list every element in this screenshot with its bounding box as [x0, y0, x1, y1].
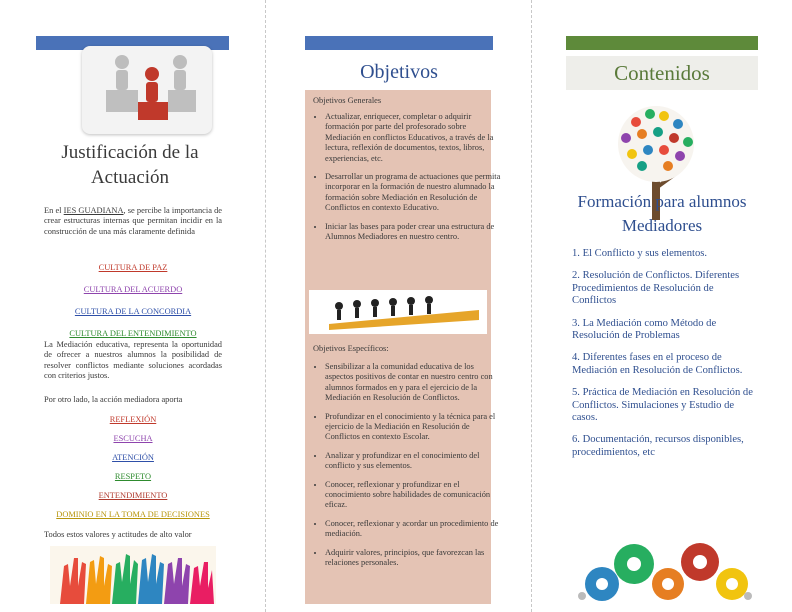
intro-text-start: En el — [44, 206, 64, 215]
general-objectives-list — [307, 112, 501, 250]
mediation-paragraph: La Mediación educativa, representa la oportunidad de ofrecer a nuestros alumnos la posibilidad de resolver conflictos mediante soluciones acordadas con criterios justos. — [44, 340, 222, 381]
objectives-box — [305, 90, 501, 604]
panel-objetivos — [305, 36, 501, 606]
panel2-title: Objetivos — [360, 61, 438, 83]
intro-text-end: , se percibe la importancia de crear estructuras internas que permitan incidir en la construcción de una más claramente definida — [44, 206, 222, 236]
culture-item: CULTURA DE PAZ — [98, 263, 168, 272]
closing-text: Todos estos valores y actitudes de alto valor — [44, 530, 192, 539]
panel1-title: Justificación de la Actuación — [61, 142, 199, 188]
panel-justificacion — [36, 36, 222, 606]
list-item: • Iniciar las bases para poder crear una estructura de Alumnos Mediadores en nuestro centro. — [325, 222, 501, 243]
list-item: 6. Documentación, recursos disponibles, procedimientos, etc — [572, 434, 744, 458]
culture-item: CULTURA DE LA CONCORDIA — [74, 307, 192, 316]
list-item: • Profundizar en el conocimiento y la técnica para el ejercicio de la Mediación en Resolución de Conflictos en contexto Escolar. — [325, 412, 501, 443]
list-item: • Adquirir valores, principios, que favorezcan las relaciones personales. — [325, 548, 501, 569]
list-item: • Analizar y profundizar en el conocimiento del conflicto y sus elementos. — [325, 451, 501, 472]
specific-objectives-list — [307, 362, 501, 577]
general-objectives-heading: Objetivos Generales — [313, 96, 382, 105]
fold-line-right — [531, 0, 532, 612]
list-item: • Sensibilizar a la comunidad educativa de los aspectos positivos de contar en nuestro centro con alumnos formados en y para el ejercicio de la Mediación en Resolución de Conflictos. — [325, 362, 501, 404]
culture-item: CULTURA DEL ENTENDIMIENTO — [69, 329, 197, 338]
colored-gears-image — [572, 526, 756, 606]
fold-line-left — [265, 0, 266, 612]
contents-list — [572, 248, 756, 466]
mediation-contribution: Por otro lado, la acción mediadora aporta — [44, 395, 183, 404]
value-item: ESCUCHA — [113, 434, 153, 443]
list-item: • Conocer, reflexionar y profundizar en el conocimiento sobre habilidades de comunicación eficaz. — [325, 480, 501, 511]
value-item: ATENCIÓN — [112, 453, 154, 462]
painted-hands-image — [50, 546, 216, 604]
panel1-intro — [44, 206, 222, 237]
panel3-title: Contenidos — [614, 61, 710, 85]
specific-objectives-heading: Objetivos Específicos: — [313, 344, 389, 353]
value-item: RESPETO — [114, 472, 152, 481]
cultures-list — [44, 254, 222, 339]
panel3-header-bar — [566, 36, 758, 50]
list-item: 1. El Conflicto y sus elementos. — [572, 248, 708, 259]
panel3-subtitle: Formación para alumnos Mediadores — [577, 192, 747, 235]
puzzle-people-image — [82, 46, 212, 134]
list-item: • Conocer, reflexionar y acordar un procedimiento de mediación. — [325, 519, 501, 540]
list-item: 5. Práctica de Mediación en Resolución de Conflictos. Simulaciones y Estudio de casos. — [572, 387, 753, 424]
list-item: 4. Diferentes fases en el proceso de Mediación en Resolución de Conflictos. — [572, 352, 743, 376]
school-name-link[interactable]: IES GUADIANA — [63, 206, 124, 215]
value-item: REFLEXIÓN — [109, 415, 157, 424]
panel3-title-box — [566, 56, 758, 90]
list-item: 2. Resolución de Conflictos. Diferentes Procedimientos de Resolución de Conflictos — [572, 270, 740, 307]
list-item: 3. La Mediación como Método de Resolución de Problemas — [572, 317, 717, 342]
value-item: ENTENDIMIENTO — [98, 491, 168, 500]
list-item: • Actualizar, enriquecer, completar o adquirir formación por parte del profesorado sobre Mediación en conflictos Educativos, a través de la lectura, reflexión de documentos, textos, libros, experiencias, etc. — [325, 112, 501, 164]
panel2-header-bar — [305, 36, 493, 50]
values-list — [44, 406, 222, 520]
teamwork-gears-image — [309, 290, 487, 334]
value-item: DOMINIO EN LA TOMA DE DECISIONES — [56, 510, 210, 519]
list-item: • Desarrollar un programa de actuaciones que permita incorporar en la formación de nuestro alumnado la formación sobre Mediación en Resolución de Conflictos en contexto Educativo. — [325, 172, 501, 214]
panel-contenidos — [566, 36, 758, 606]
culture-item: CULTURA DEL ACUERDO — [83, 285, 183, 294]
